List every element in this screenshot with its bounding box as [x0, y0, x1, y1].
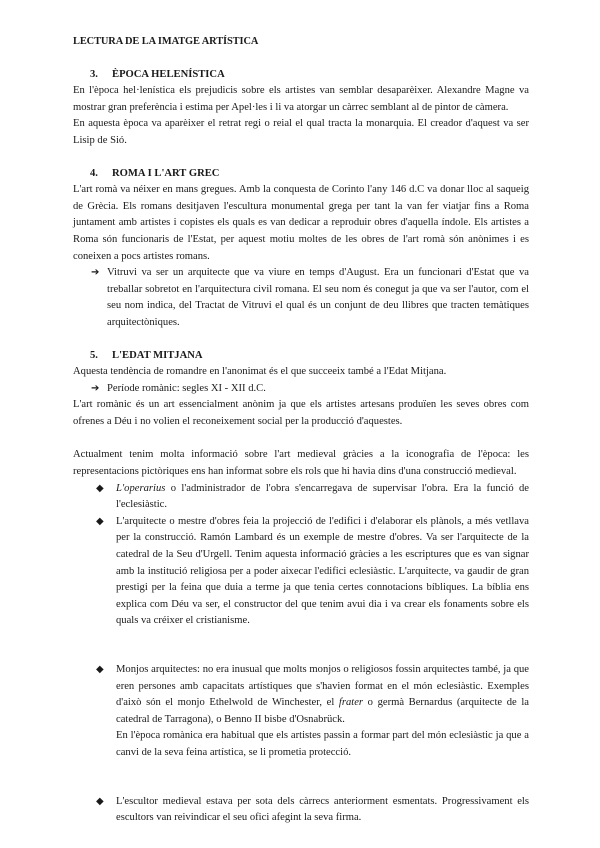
list-item-text: Període romànic: segles XI - XII d.C. [107, 382, 266, 394]
list-item-text: L'escultor medieval estava per sota dels càrrecs anteriorment esmentats. Progressivament els escultors van reivindicar el seu ofici afegint la seva firma. [116, 795, 529, 824]
arrow-icon: ➔ [91, 382, 100, 394]
paragraph: L'art romànic és un art essencialment anònim ja que els artistes artesans produïen les seves obres com ofrenes a Déu i no volien el reconeixement social per la producció d'aquestes. [73, 399, 529, 427]
section-heading-middle-ages [73, 348, 529, 365]
italic-term: L'operarius [116, 482, 166, 494]
paragraph: Aquesta tendència de romandre en l'anonimat és el que succeeix també a l'Edat Mitjana. [73, 366, 447, 378]
paragraph: En l'època hel·lenística els prejudicis sobre els artistes van semblar desaparèixer. Alexandre Magne va mostrar gran preferència i estima per Apel·les i li va atorgar un càrrec semblant al de pintor de càmera. [73, 85, 529, 113]
list-item-text: o germà Bernardus (arquitecte de la catedral de Tarragona), o Benno II bisbe d'Osnabrück. [116, 697, 529, 725]
list-item [73, 794, 529, 827]
list-item-continuation: En l'època romànica era habitual que els artistes passin a formar part del món eclesiàstic ja que a canvi de la seva feina artística, se li prometia protecció. [116, 730, 529, 758]
list-item-text: L'arquitecte o mestre d'obres feia la projecció de l'edifici i d'elaborar els plànols, a més vetllava per la construcció. Ramón Lambard és un exemple de mestre d'obres. Va ser l'arquitecte de la catedral de la Seu d'Urgell. Tenim aquesta informació gràcies a les escriptures que es van signar amb la institució religiosa per a poder aixecar l'edifici eclesiàstic. L'arquitecte, va gaudir de gran prestigi per la feina que duia a terme ja que tenia certes connotacions bíbliques. La bíblia ens explica com Déu va ser, el constructor del que tenim avui dia i va crear els fonaments sobre els quals va créixer el cristianisme. [116, 515, 529, 627]
document-title: LECTURA DE LA IMATGE ARTÍSTICA [73, 36, 259, 47]
list-item [73, 662, 529, 762]
diamond-bullet-icon: ◆ [96, 482, 104, 494]
diamond-bullet-icon: ◆ [96, 664, 104, 675]
diamond-bullet-icon: ◆ [96, 795, 104, 807]
document-page [73, 34, 529, 827]
section-title: ROMA I L'ART GREC [112, 167, 220, 179]
list-item [73, 481, 529, 514]
section-title: L'EDAT MITJANA [112, 349, 203, 361]
paragraph: En aquesta època va aparèixer el retrat regi o reial el qual tracta la monarquia. El creador d'aquest va ser Lisip de Sió. [73, 118, 529, 146]
list-item [73, 265, 529, 331]
section-number: 4. [90, 167, 98, 179]
paragraph: Actualment tenim molta informació sobre l'art medieval gràcies a la iconografia de l'època: les representacions pictòriques ens han informat sobre els rols que hi havia dins d'una construcció medieval. [73, 449, 529, 478]
list-item-text: Monjos arquitectes: no era inusual que molts monjos o religiosos fossin arquitectes també, ja que eren persones amb capacitats artístiques que s'havien format en el món eclesiàstic. Exemples d'això són el monjo Ethelwold de Winchester, el [116, 664, 529, 709]
italic-term: frater [338, 697, 364, 709]
section-number: 5. [90, 349, 98, 361]
list-item [73, 381, 529, 398]
diamond-bullet-icon: ◆ [96, 515, 104, 527]
list-item-text: o l'administrador de l'obra s'encarregava de supervisar l'obra. Era la funció de l'eclesiàstic. [116, 482, 529, 511]
list-item [73, 514, 529, 630]
paragraph: L'art romà va néixer en mans gregues. Amb la conquesta de Corinto l'any 146 d.C va donar lloc al saqueig de Grècia. Els romans desitjaven l'escultura monumental grega per tant la van fer viatjar fins a Roma juntament amb artistes i copistes els quals es van dedicar a reproduir obres d'aquella índole. Els artistes a Roma són funcionaris de l'Estat, per aquest motiu moltes de les obres de l'art romà són anònimes i es coneixen a pocs artistes romans. [73, 184, 529, 262]
section-heading-hellenistic [73, 67, 529, 84]
list-item-text: Vitruvi va ser un arquitecte que va viure en temps d'August. Era un funcionari d'Estat que va treballar sobretot en l'arquitectura civil romana. El seu nom és conegut ja que va ser l'autor, com el seu nom indica, del Tractat de Vitruvi el qual és un conjunt de deu llibres que tracten temàtiques arquitectòniques. [107, 267, 529, 328]
arrow-icon: ➔ [91, 267, 100, 279]
section-number: 3. [90, 68, 98, 80]
section-title: ÈPOCA HELENÍSTICA [112, 68, 225, 80]
section-heading-rome [73, 166, 529, 183]
